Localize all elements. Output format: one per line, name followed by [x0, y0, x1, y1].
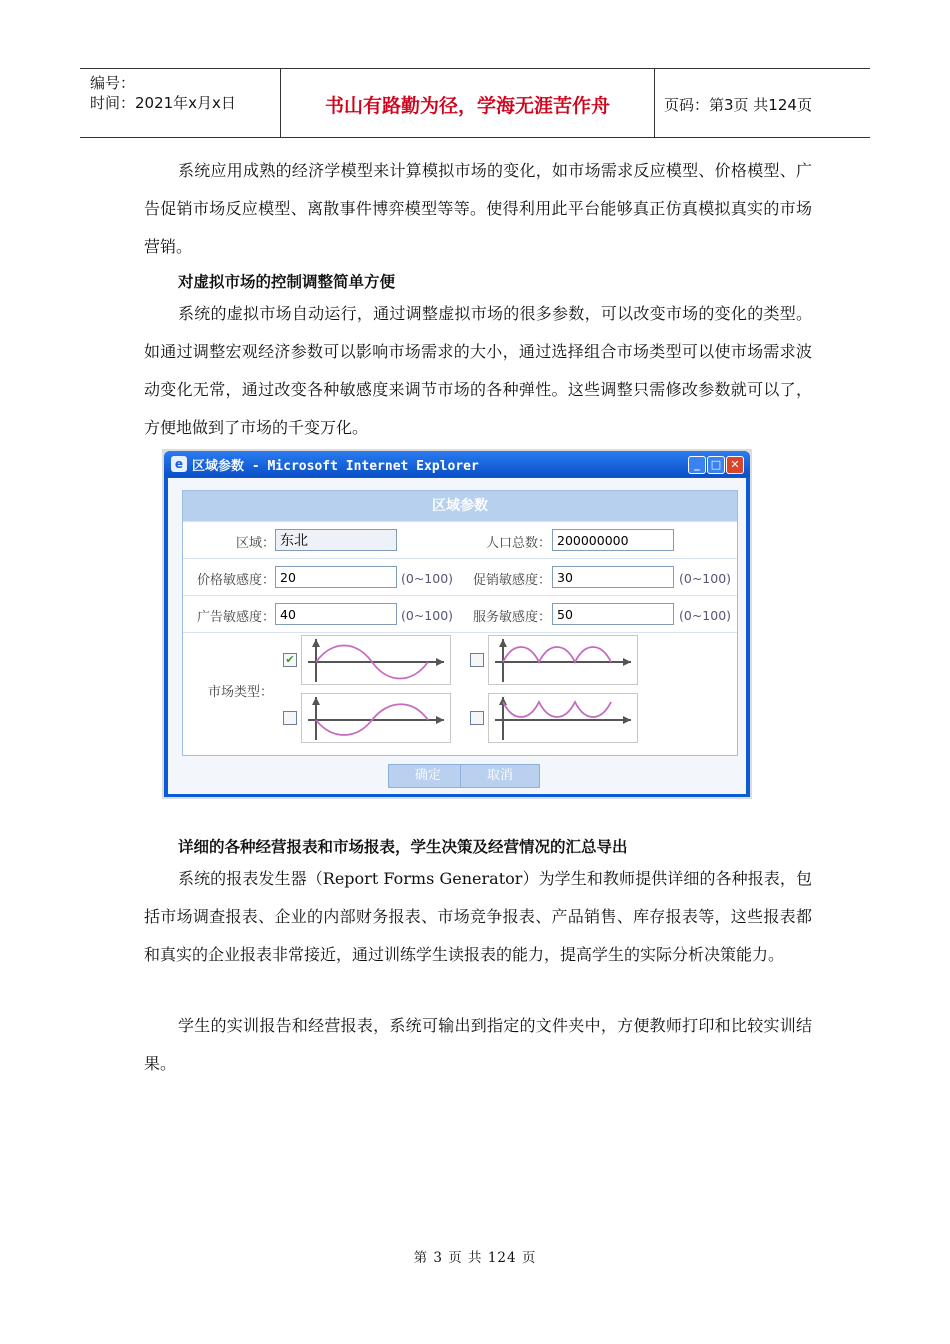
- promo-sensitivity-field[interactable]: 30: [552, 566, 674, 588]
- promo-range-hint: (0~100): [679, 571, 732, 586]
- cancel-button[interactable]: 取消: [460, 764, 540, 788]
- price-range-hint: (0~100): [401, 571, 454, 586]
- time-label: 时间：2021年x月x日: [90, 94, 236, 112]
- ie-window: [164, 451, 750, 797]
- service-range-hint: (0~100): [679, 608, 732, 623]
- sine-wave-icon: [301, 635, 451, 685]
- row-region: [183, 521, 737, 559]
- paragraph-4: [144, 1007, 812, 1083]
- service-sensitivity-label: 服务敏感度：: [472, 610, 551, 625]
- price-sensitivity-label: 价格敏感度：: [196, 573, 275, 588]
- header-right-cell: [654, 69, 870, 137]
- window-title: 区域参数 - Microsoft Internet Explorer: [192, 459, 479, 474]
- section-heading-2: 详细的各种经营报表和市场报表，学生决策及经营情况的汇总导出: [178, 838, 628, 856]
- ad-sensitivity-field[interactable]: 40: [275, 603, 397, 625]
- panel-title: 区域参数: [183, 491, 737, 521]
- paragraph-4-text: 学生的实训报告和经营报表，系统可输出到指定的文件夹中，方便教师打印和比较实训结果。: [144, 1016, 812, 1073]
- maximize-icon[interactable]: □: [707, 456, 725, 474]
- ad-range-hint: (0~100): [401, 608, 454, 623]
- region-params-panel: [182, 490, 738, 756]
- window-client-area: [168, 478, 746, 794]
- region-field[interactable]: 东北: [275, 529, 397, 551]
- rectified-wave-icon: [488, 635, 638, 685]
- header-left-cell: [80, 69, 280, 137]
- market-type-checkbox-1[interactable]: ✔: [283, 653, 297, 667]
- price-sensitivity-field[interactable]: 20: [275, 566, 397, 588]
- inverted-sine-wave-icon: [301, 693, 451, 743]
- promo-sensitivity-label: 促销敏感度：: [472, 573, 551, 588]
- ie-icon: e: [171, 456, 187, 472]
- paragraph-2-text: 系统的虚拟市场自动运行，通过调整虚拟市场的很多参数，可以改变市场的变化的类型。如通过调整宏观经济参数可以影响市场需求的大小，通过选择组合市场类型可以使市场需求波动变化无常，通过改变各种敏感度来调节市场的各种弹性。这些调整只需修改参数就可以了，方便地做到了市场的千变万化。: [144, 304, 812, 437]
- page-header: [80, 68, 870, 138]
- page-info: 页码：第3页 共124页: [664, 96, 812, 114]
- row-price-promo: [183, 558, 737, 596]
- window-titlebar: [164, 451, 750, 477]
- ok-button[interactable]: 确定: [388, 764, 468, 788]
- paragraph-3: [144, 860, 812, 974]
- market-type-checkbox-2[interactable]: [470, 653, 484, 667]
- row-ad-service: [183, 595, 737, 633]
- market-type-checkbox-3[interactable]: [283, 711, 297, 725]
- row-market-type: [183, 632, 737, 755]
- region-label: 区域：: [235, 536, 275, 551]
- population-field[interactable]: 200000000: [552, 529, 674, 551]
- market-type-checkbox-4[interactable]: [470, 711, 484, 725]
- paragraph-3-text: 系统的报表发生器（Report Forms Generator）为学生和教师提供详细的各种报表，包括市场调查报表、企业的内部财务报表、市场竞争报表、产品销售、库存报表等，这些报表都和真实的企业报表非常接近，通过训练学生读报表的能力，提高学生的实际分析决策能力。: [144, 869, 812, 964]
- header-middle-cell: [280, 69, 655, 137]
- paragraph-1-text: 系统应用成熟的经济学模型来计算模拟市场的变化，如市场需求反应模型、价格模型、广告促销市场反应模型、离散事件博弈模型等等。使得利用此平台能够真正仿真模拟真实的市场营销。: [144, 161, 812, 256]
- service-sensitivity-field[interactable]: 50: [552, 603, 674, 625]
- number-label: 编号：: [90, 74, 136, 92]
- motto: 书山有路勤为径，学海无涯苦作舟: [324, 95, 610, 117]
- population-label: 人口总数：: [485, 536, 551, 551]
- paragraph-2: [144, 295, 812, 447]
- inverted-rectified-wave-icon: [488, 693, 638, 743]
- market-type-label: 市场类型：: [207, 685, 273, 700]
- page-footer: 第 3 页 共 124 页: [413, 1250, 537, 1266]
- region-params-screenshot: [162, 449, 752, 799]
- ad-sensitivity-label: 广告敏感度：: [196, 610, 275, 625]
- section-heading-1: 对虚拟市场的控制调整简单方便: [178, 273, 396, 291]
- close-icon[interactable]: ✕: [726, 456, 744, 474]
- minimize-icon[interactable]: _: [688, 456, 706, 474]
- paragraph-1: [144, 152, 812, 266]
